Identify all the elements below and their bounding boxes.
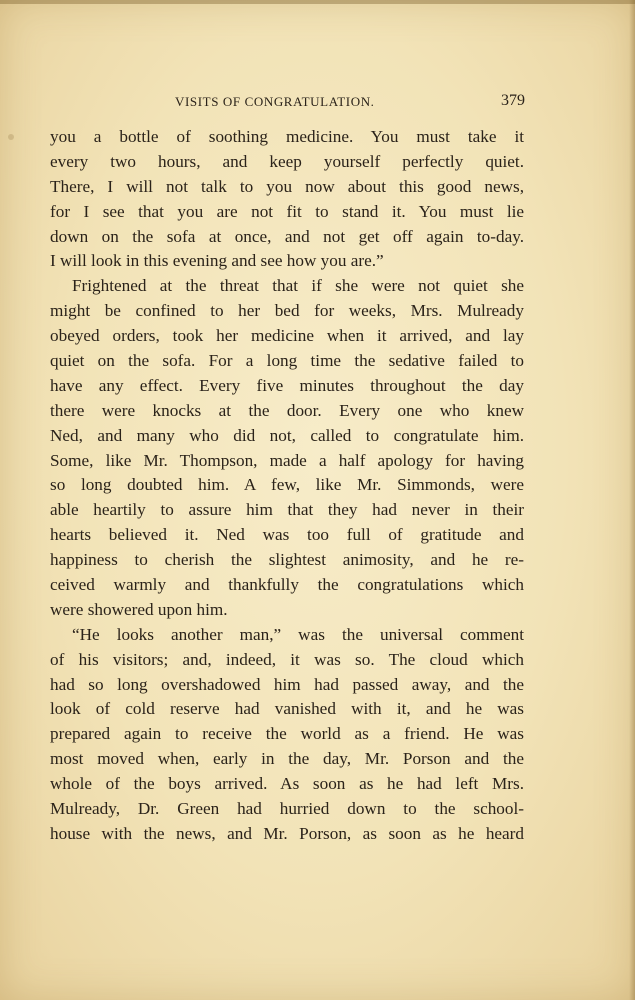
running-title: VISITS OF CONGRATULATION. [175,94,375,109]
text-line: Some, like Mr. Thompson, made a half apology for having [50,450,524,470]
text-line: hearts believed it. Ned was too full of gratitude and [50,525,524,545]
text-line: were showered upon him. [50,599,228,619]
text-line: of his visitors; and, indeed, it was so. The cloud which [50,649,524,669]
page-number: 379 [501,92,525,109]
text-line: you a bottle of soothing medicine. You must take it [50,127,524,146]
text-line: house with the news, and Mr. Porson, as soon as he heard [50,823,524,843]
text-line: ceived warmly and thankfully the congratulations which [50,575,524,595]
text-line: “He looks another man,” was the universal comment [72,624,524,644]
body-text [50,125,524,847]
text-line: able heartily to assure him that they had never in their [50,500,524,520]
text-line: most moved when, early in the day, Mr. Porson and the [50,749,524,769]
text-line: there were knocks at the door. Every one who knew [50,400,524,420]
text-line: obeyed orders, took her medicine when it arrived, and lay [50,326,524,346]
text-line: Mulready, Dr. Green had hurried down to the school- [50,799,524,819]
text-line: have any effect. Every five minutes throughout the day [50,375,524,395]
text-line: Frightened at the threat that if she were not quiet she [72,276,524,296]
text-line: had so long overshadowed him had passed away, and the [50,674,524,694]
page-right-edge [629,0,635,1000]
text-line: Ned, and many who did not, called to congratulate him. [50,425,524,445]
text-line: quiet on the sofa. For a long time the sedative failed to [50,351,524,371]
paper-spot [8,134,14,140]
text-line: There, I will not talk to you now about this good news, [50,176,524,196]
text-line: so long doubted him. A few, like Mr. Simmonds, were [50,475,524,495]
text-line: whole of the boys arrived. As soon as he had left Mrs. [50,774,524,794]
page-header [50,94,525,112]
text-line: happiness to cherish the slightest animosity, and he re- [50,550,524,570]
text-line: I will look in this evening and see how you are.” [50,251,384,271]
text-line: might be confined to her bed for weeks, Mrs. Mulready [50,301,524,321]
text-line: look of cold reserve had vanished with it, and he was [50,699,524,719]
text-line: for I see that you are not fit to stand it. You must lie [50,201,524,221]
page-top-edge [0,0,635,4]
text-line: prepared again to receive the world as a friend. He was [50,724,524,744]
text-line: every two hours, and keep yourself perfectly quiet. [50,151,524,171]
text-line: down on the sofa at once, and not get off again to-day. [50,226,524,246]
